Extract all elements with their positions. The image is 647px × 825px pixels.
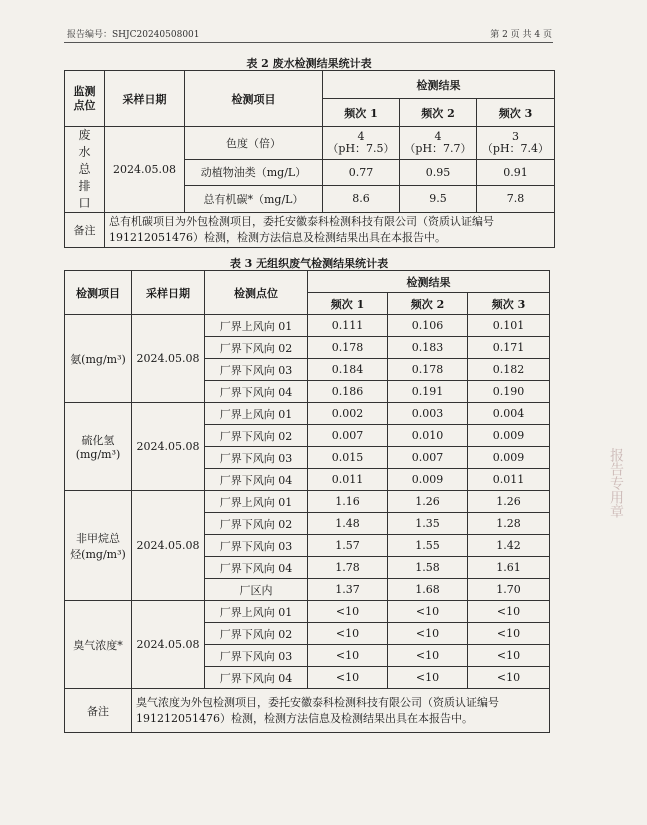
sampling-date: 2024.05.08 bbox=[132, 315, 205, 403]
value-cell: 4 （pH：7.5） bbox=[323, 127, 400, 160]
value-cell: <10 bbox=[468, 601, 550, 623]
point-cell: 厂界下风向 04 bbox=[205, 469, 308, 491]
value-cell: 0.002 bbox=[308, 403, 388, 425]
value-cell: 0.186 bbox=[308, 381, 388, 403]
value-cell: 1.70 bbox=[468, 579, 550, 601]
sampling-date: 2024.05.08 bbox=[132, 403, 205, 491]
value-cell: 0.009 bbox=[388, 469, 468, 491]
item-nmhc: 非甲烷总 烃(mg/m³) bbox=[65, 491, 132, 601]
note-text: 臭气浓度为外包检测项目，委托安徽泰科检测科技有限公司（资质认证编号191212051476）检测，检测方法信息及检测结果出具在本报告中。 bbox=[132, 689, 550, 733]
value-cell: 0.010 bbox=[388, 425, 468, 447]
value-cell: 0.003 bbox=[388, 403, 468, 425]
value-cell: 0.101 bbox=[468, 315, 550, 337]
point-cell: 厂界上风向 01 bbox=[205, 491, 308, 513]
point-cell: 厂界下风向 03 bbox=[205, 359, 308, 381]
value-cell: 0.011 bbox=[468, 469, 550, 491]
point-cell: 厂界下风向 03 bbox=[205, 535, 308, 557]
value-cell: <10 bbox=[468, 623, 550, 645]
value-cell: 1.68 bbox=[388, 579, 468, 601]
header-freq-3: 频次 3 bbox=[468, 293, 550, 315]
header-freq-3: 频次 3 bbox=[477, 99, 555, 127]
value-cell: 0.171 bbox=[468, 337, 550, 359]
value-cell: 1.55 bbox=[388, 535, 468, 557]
item-hydrogen-sulfide: 硫化氢 (mg/m³) bbox=[65, 403, 132, 491]
sampling-date: 2024.05.08 bbox=[132, 491, 205, 601]
point-cell: 厂界上风向 01 bbox=[205, 403, 308, 425]
value-cell: <10 bbox=[468, 645, 550, 667]
header-point: 监测点位 bbox=[65, 71, 105, 127]
value-cell: 0.111 bbox=[308, 315, 388, 337]
value-cell: 1.78 bbox=[308, 557, 388, 579]
value-cell: 4 （pH：7.7） bbox=[400, 127, 477, 160]
note-label: 备注 bbox=[65, 689, 132, 733]
value-cell: 1.37 bbox=[308, 579, 388, 601]
value-cell: <10 bbox=[308, 645, 388, 667]
point-cell: 厂界下风向 04 bbox=[205, 557, 308, 579]
value-cell: 0.91 bbox=[477, 159, 555, 185]
item-cell: 色度（倍） bbox=[185, 127, 323, 160]
point-cell: 厂界下风向 03 bbox=[205, 447, 308, 469]
value-cell: 0.004 bbox=[468, 403, 550, 425]
header-freq-1: 频次 1 bbox=[308, 293, 388, 315]
header-date: 采样日期 bbox=[132, 271, 205, 315]
header-result: 检测结果 bbox=[308, 271, 550, 293]
value-cell: 1.35 bbox=[388, 513, 468, 535]
value-cell: 1.26 bbox=[468, 491, 550, 513]
value-cell: 0.178 bbox=[308, 337, 388, 359]
point-cell: 厂界下风向 03 bbox=[205, 645, 308, 667]
value-cell: 0.182 bbox=[468, 359, 550, 381]
table3-title: 表 3 无组织废气检测结果统计表 bbox=[229, 257, 389, 270]
point-cell: 厂界下风向 02 bbox=[205, 623, 308, 645]
report-number: 报告编号：SHJC20240508001 bbox=[67, 30, 200, 40]
value-cell: 0.190 bbox=[468, 381, 550, 403]
item-cell: 总有机碳*（mg/L） bbox=[185, 185, 323, 212]
value-cell: <10 bbox=[388, 623, 468, 645]
point-cell: 厂区内 bbox=[205, 579, 308, 601]
value-cell: 0.011 bbox=[308, 469, 388, 491]
item-ammonia: 氨(mg/m³) bbox=[65, 315, 132, 403]
header-point: 检测点位 bbox=[205, 271, 308, 315]
value-cell: 0.015 bbox=[308, 447, 388, 469]
point-cell: 厂界下风向 04 bbox=[205, 381, 308, 403]
value-cell: 0.007 bbox=[388, 447, 468, 469]
value-cell: 9.5 bbox=[400, 185, 477, 212]
value-cell: <10 bbox=[308, 601, 388, 623]
value-cell: 0.95 bbox=[400, 159, 477, 185]
header-item: 检测项目 bbox=[65, 271, 132, 315]
note-text: 总有机碳项目为外包检测项目，委托安徽泰科检测科技有限公司（资质认证编号191212051476）检测，检测方法信息及检测结果出具在本报告中。 bbox=[105, 213, 555, 248]
point-cell: 厂界下风向 04 bbox=[205, 667, 308, 689]
value-cell: 1.28 bbox=[468, 513, 550, 535]
item-cell: 动植物油类（mg/L） bbox=[185, 159, 323, 185]
value-cell: 1.57 bbox=[308, 535, 388, 557]
header-divider bbox=[64, 42, 553, 43]
value-cell: 7.8 bbox=[477, 185, 555, 212]
point-cell: 厂界下风向 02 bbox=[205, 513, 308, 535]
value-cell: 1.61 bbox=[468, 557, 550, 579]
sampling-date: 2024.05.08 bbox=[132, 601, 205, 689]
value-cell: 0.178 bbox=[388, 359, 468, 381]
header-freq-2: 频次 2 bbox=[388, 293, 468, 315]
header-item: 检测项目 bbox=[185, 71, 323, 127]
value-cell: 0.183 bbox=[388, 337, 468, 359]
value-cell: <10 bbox=[388, 667, 468, 689]
note-label: 备注 bbox=[65, 213, 105, 248]
item-odor: 臭气浓度* bbox=[65, 601, 132, 689]
value-cell: 8.6 bbox=[323, 185, 400, 212]
point-cell: 厂界下风向 02 bbox=[205, 337, 308, 359]
wastewater-results-table bbox=[64, 70, 555, 248]
value-cell: 0.106 bbox=[388, 315, 468, 337]
page-number: 第 2 页 共 4 页 bbox=[490, 30, 552, 40]
value-cell: <10 bbox=[388, 645, 468, 667]
value-cell: 0.009 bbox=[468, 425, 550, 447]
value-cell: <10 bbox=[468, 667, 550, 689]
value-cell: 1.16 bbox=[308, 491, 388, 513]
point-name: 废水总排口 bbox=[65, 127, 105, 213]
value-cell: <10 bbox=[308, 667, 388, 689]
header-freq-1: 频次 1 bbox=[323, 99, 400, 127]
value-cell: 0.77 bbox=[323, 159, 400, 185]
value-cell: <10 bbox=[388, 601, 468, 623]
value-cell: 0.007 bbox=[308, 425, 388, 447]
value-cell: 1.26 bbox=[388, 491, 468, 513]
value-cell: 1.42 bbox=[468, 535, 550, 557]
value-cell: <10 bbox=[308, 623, 388, 645]
table2-title: 表 2 废水检测结果统计表 bbox=[246, 57, 372, 70]
value-cell: 0.184 bbox=[308, 359, 388, 381]
point-cell: 厂界下风向 02 bbox=[205, 425, 308, 447]
seal-stamp: 报告专用章 bbox=[608, 448, 624, 518]
header-result: 检测结果 bbox=[323, 71, 555, 99]
value-cell: 1.58 bbox=[388, 557, 468, 579]
header-date: 采样日期 bbox=[105, 71, 185, 127]
value-cell: 0.009 bbox=[468, 447, 550, 469]
point-cell: 厂界上风向 01 bbox=[205, 601, 308, 623]
point-cell: 厂界上风向 01 bbox=[205, 315, 308, 337]
value-cell: 1.48 bbox=[308, 513, 388, 535]
header-freq-2: 频次 2 bbox=[400, 99, 477, 127]
value-cell: 0.191 bbox=[388, 381, 468, 403]
value-cell: 3 （pH：7.4） bbox=[477, 127, 555, 160]
fugitive-gas-results-table bbox=[64, 270, 550, 733]
sampling-date: 2024.05.08 bbox=[105, 127, 185, 213]
